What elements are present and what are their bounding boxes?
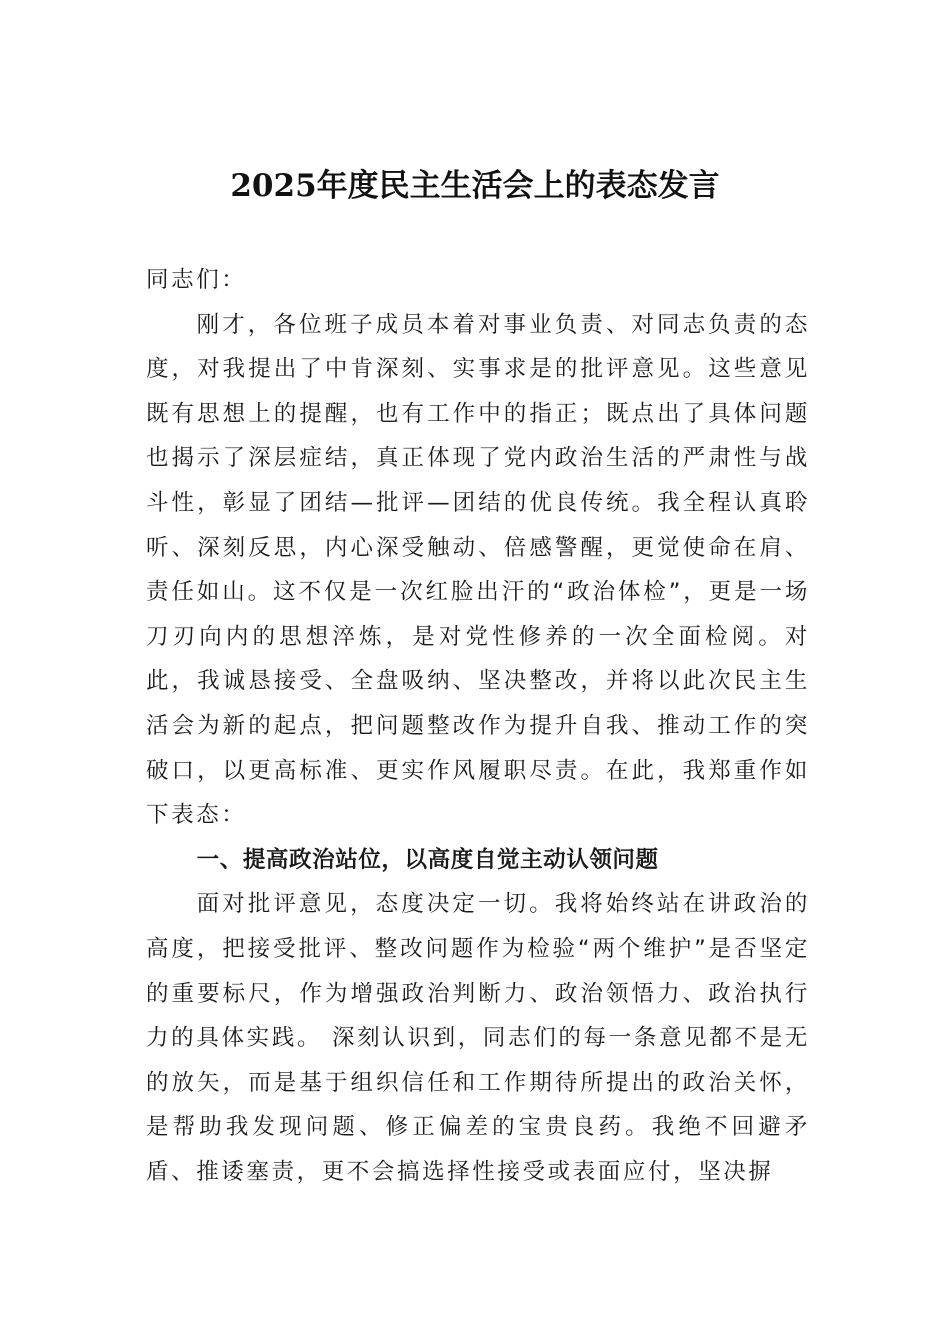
document-body bbox=[146, 258, 810, 1194]
body-paragraph: 面对批评意见，态度决定一切。我将始终站在讲政治的高度，把接受批评、整改问题作为检验“两个维护”是否坚定的重要标尺，作为增强政治判断力、政治领悟力、政治执行力的具体实践。 深刻认识到，同志们的每一条意见都不是无的放矢，而是基于组织信任和工作期待所提出的政治关怀，是帮助我发现问题、修正偏差的宝贵良药。我绝不回避矛盾、推诿塞责，更不会搞选择性接受或表面应付，坚决摒 bbox=[146, 891, 810, 1185]
document-title: 2025年度民主生活会上的表态发言 bbox=[230, 168, 720, 204]
section-heading: 一、提高政治站位，以高度自觉主动认领问题 bbox=[196, 846, 659, 873]
body-paragraph: 刚才，各位班子成员本着对事业负责、对同志负责的态度，对我提出了中肯深刻、实事求是的批评意见。这些意见既有思想上的提醒，也有工作中的指正；既点出了具体问题也揭示了深层症结，真正体现了党内政治生活的严肃性与战斗性，彰显了团结—批评—团结的优良传统。我全程认真聆听、深刻反思，内心深受触动、倍感警醒，更觉使命在肩、责任如山。这不仅是一次红脸出汗的“政治体检”，更是一场刀刃向内的思想淬炼，是对党性修养的一次全面检阅。对此，我诚恳接受、全盘吸纳、坚决整改，并将以此次民主生活会为新的起点，把问题整改作为提升自我、推动工作的突破口，以更高标准、更实作风履职尽责。在此，我郑重作如下表态： bbox=[146, 311, 810, 829]
salutation: 同志们： bbox=[146, 267, 247, 293]
